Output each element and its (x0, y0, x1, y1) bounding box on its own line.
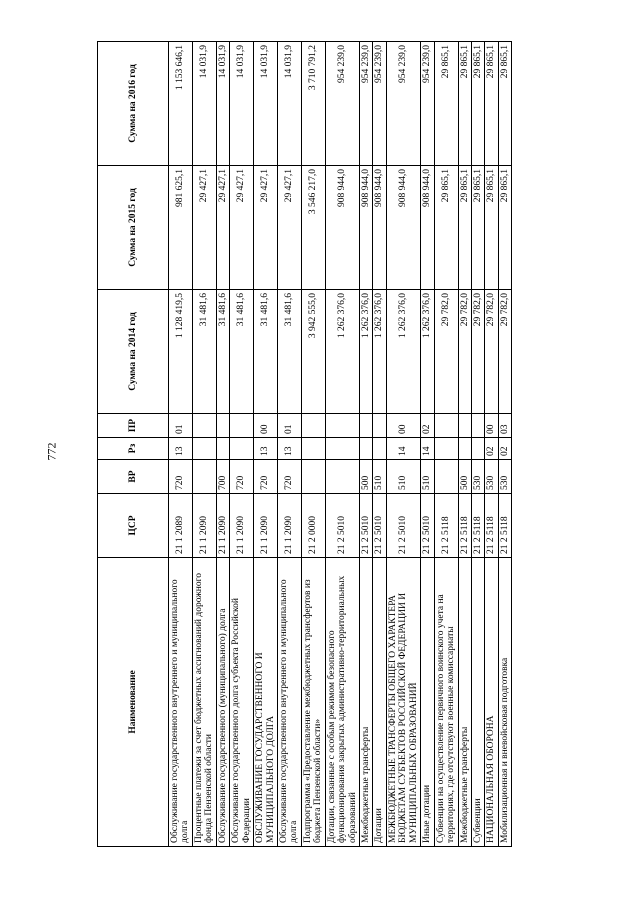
cell-sum-2015: 29 865,1 (471, 166, 484, 290)
cell-csr: 21 1 2090 (192, 494, 216, 558)
cell-vr (434, 460, 458, 494)
cell-pr (325, 414, 359, 438)
header-pr: ПР (98, 414, 169, 438)
cell-csr: 21 2 5010 (373, 494, 386, 558)
cell-sum-2016: 29 865,1 (498, 42, 511, 166)
cell-pr (230, 414, 254, 438)
cell-sum-2015: 29 865,1 (498, 166, 511, 290)
cell-sum-2014: 29 782,0 (434, 290, 458, 414)
cell-vr: 720 (169, 460, 193, 494)
cell-name: Иные дотации (421, 558, 434, 847)
table-row (498, 42, 511, 847)
cell-vr: 500 (458, 460, 471, 494)
cell-name: Обслуживание государственного внутреннего и муниципального долга (277, 558, 301, 847)
table-row (485, 42, 498, 847)
table-header-row (98, 42, 169, 847)
header-sum-2015: Сумма на 2015 год (98, 166, 169, 290)
cell-pr (301, 414, 325, 438)
cell-name: НАЦИОНАЛЬНАЯ ОБОРОНА (485, 558, 498, 847)
cell-rz: 13 (254, 438, 278, 460)
cell-name: Процентные платежи за счет бюджетных ассигнований дорожного фонда Пензенской области (192, 558, 216, 847)
cell-vr: 510 (421, 460, 434, 494)
cell-sum-2016: 954 239,0 (373, 42, 386, 166)
cell-sum-2016: 954 239,0 (360, 42, 373, 166)
table-row (254, 42, 278, 847)
cell-sum-2014: 31 481,6 (192, 290, 216, 414)
header-vr: ВР (98, 460, 169, 494)
cell-csr: 21 2 5010 (386, 494, 420, 558)
cell-name: Межбюджетные трансферты (458, 558, 471, 847)
cell-sum-2015: 3 546 217,0 (301, 166, 325, 290)
cell-rz: 02 (498, 438, 511, 460)
cell-sum-2015: 29 427,1 (254, 166, 278, 290)
header-name: Наименование (98, 558, 169, 847)
table-row (360, 42, 373, 847)
cell-sum-2015: 29 427,1 (230, 166, 254, 290)
cell-sum-2016: 29 865,1 (434, 42, 458, 166)
cell-sum-2015: 981 625,1 (169, 166, 193, 290)
cell-vr: 530 (485, 460, 498, 494)
cell-csr: 21 2 0000 (301, 494, 325, 558)
header-csr: ЦСР (98, 494, 169, 558)
cell-sum-2015: 908 944,0 (421, 166, 434, 290)
cell-sum-2016: 29 865,1 (471, 42, 484, 166)
cell-csr: 21 2 5118 (458, 494, 471, 558)
cell-sum-2016: 14 031,9 (254, 42, 278, 166)
cell-pr (216, 414, 229, 438)
cell-vr: 530 (498, 460, 511, 494)
cell-rz (373, 438, 386, 460)
cell-sum-2014: 1 262 376,0 (421, 290, 434, 414)
cell-sum-2016: 954 239,0 (386, 42, 420, 166)
cell-name: Мобилизационная и вневойсковая подготовка (498, 558, 511, 847)
table-row (277, 42, 301, 847)
table-row (216, 42, 229, 847)
cell-rz: 02 (485, 438, 498, 460)
cell-name: МЕЖБЮДЖЕТНЫЕ ТРАНСФЕРТЫ ОБЩЕГО ХАРАКТЕРА БЮДЖЕТАМ СУБЪЕКТОВ РОССИЙСКОЙ ФЕДЕРАЦИИ И МУНИЦИПАЛЬНЫХ ОБРАЗОВАНИЙ (386, 558, 420, 847)
cell-sum-2014: 29 782,0 (458, 290, 471, 414)
cell-sum-2015: 29 865,1 (458, 166, 471, 290)
cell-vr: 720 (230, 460, 254, 494)
table-row (192, 42, 216, 847)
cell-pr: 00 (386, 414, 420, 438)
cell-rz: 13 (169, 438, 193, 460)
budget-table (97, 41, 512, 847)
cell-sum-2016: 14 031,9 (216, 42, 229, 166)
cell-sum-2015: 29 427,1 (277, 166, 301, 290)
cell-pr: 00 (254, 414, 278, 438)
table-row (301, 42, 325, 847)
cell-sum-2015: 29 865,1 (434, 166, 458, 290)
cell-sum-2016: 14 031,9 (277, 42, 301, 166)
cell-pr (360, 414, 373, 438)
cell-rz (434, 438, 458, 460)
table-row (373, 42, 386, 847)
cell-rz: 14 (386, 438, 420, 460)
cell-sum-2014: 1 128 419,5 (169, 290, 193, 414)
cell-vr: 720 (254, 460, 278, 494)
cell-pr (471, 414, 484, 438)
table-row (421, 42, 434, 847)
cell-rz: 14 (421, 438, 434, 460)
cell-sum-2014: 1 262 376,0 (360, 290, 373, 414)
cell-sum-2015: 908 944,0 (360, 166, 373, 290)
cell-name: Межбюджетные трансферты (360, 558, 373, 847)
cell-rz (230, 438, 254, 460)
cell-name: ОБСЛУЖИВАНИЕ ГОСУДАРСТВЕННОГО И МУНИЦИПАЛЬНОГО ДОЛГА (254, 558, 278, 847)
cell-sum-2014: 29 782,0 (485, 290, 498, 414)
cell-sum-2014: 1 262 376,0 (325, 290, 359, 414)
cell-pr: 03 (498, 414, 511, 438)
cell-name: Обслуживание государственного (муниципального) долга (216, 558, 229, 847)
cell-pr (434, 414, 458, 438)
cell-sum-2016: 1 153 646,1 (169, 42, 193, 166)
cell-name: Подпрограмма «Предоставление межбюджетных трансфертов из бюджета Пензенской области» (301, 558, 325, 847)
table-row (458, 42, 471, 847)
cell-rz (192, 438, 216, 460)
cell-sum-2015: 908 944,0 (325, 166, 359, 290)
cell-csr: 21 2 5010 (360, 494, 373, 558)
cell-sum-2016: 29 865,1 (458, 42, 471, 166)
cell-sum-2015: 908 944,0 (373, 166, 386, 290)
cell-vr: 500 (360, 460, 373, 494)
cell-sum-2016: 14 031,9 (192, 42, 216, 166)
cell-vr: 700 (216, 460, 229, 494)
cell-name: Обслуживание государственного долга субъекта Российской Федерации (230, 558, 254, 847)
header-sum-2016: Сумма на 2016 год (98, 42, 169, 166)
cell-pr: 01 (277, 414, 301, 438)
cell-pr: 02 (421, 414, 434, 438)
cell-csr: 21 1 2089 (169, 494, 193, 558)
cell-rz (360, 438, 373, 460)
cell-vr (325, 460, 359, 494)
cell-csr: 21 2 5118 (485, 494, 498, 558)
cell-sum-2014: 29 782,0 (471, 290, 484, 414)
header-sum-2014: Сумма на 2014 год (98, 290, 169, 414)
cell-csr: 21 1 2090 (216, 494, 229, 558)
rotated-page-content (97, 42, 533, 847)
cell-sum-2015: 908 944,0 (386, 166, 420, 290)
cell-pr (458, 414, 471, 438)
cell-rz (301, 438, 325, 460)
table-row (471, 42, 484, 847)
cell-name: Субвенции на осуществление первичного воинского учета на территориях, где отсутствуют военные комиссариаты (434, 558, 458, 847)
table-row (386, 42, 420, 847)
cell-vr (192, 460, 216, 494)
cell-name: Дотации (373, 558, 386, 847)
cell-vr: 530 (471, 460, 484, 494)
page-number: 772 (44, 442, 59, 461)
cell-csr: 21 2 5118 (471, 494, 484, 558)
cell-sum-2016: 29 865,1 (485, 42, 498, 166)
cell-csr: 21 2 5118 (498, 494, 511, 558)
cell-pr (373, 414, 386, 438)
cell-csr: 21 2 5118 (434, 494, 458, 558)
cell-vr (301, 460, 325, 494)
cell-sum-2014: 31 481,6 (230, 290, 254, 414)
cell-pr: 00 (485, 414, 498, 438)
cell-csr: 21 2 5010 (421, 494, 434, 558)
cell-rz (216, 438, 229, 460)
cell-csr: 21 1 2090 (254, 494, 278, 558)
table-row (434, 42, 458, 847)
cell-name: Обслуживание государственного внутреннего и муниципального долга (169, 558, 193, 847)
cell-sum-2015: 29 427,1 (216, 166, 229, 290)
cell-sum-2014: 31 481,6 (216, 290, 229, 414)
cell-name: Дотации, связанные с особым режимом безопасного функционирования закрытых административно-территориальных образований (325, 558, 359, 847)
cell-sum-2015: 29 865,1 (485, 166, 498, 290)
cell-sum-2014: 3 942 555,0 (301, 290, 325, 414)
cell-sum-2014: 1 262 376,0 (386, 290, 420, 414)
cell-vr: 510 (373, 460, 386, 494)
table-row (325, 42, 359, 847)
cell-sum-2014: 31 481,6 (277, 290, 301, 414)
cell-csr: 21 2 5010 (325, 494, 359, 558)
cell-rz (325, 438, 359, 460)
cell-vr: 720 (277, 460, 301, 494)
cell-rz (471, 438, 484, 460)
cell-vr: 510 (386, 460, 420, 494)
cell-sum-2014: 31 481,6 (254, 290, 278, 414)
cell-sum-2016: 954 239,0 (325, 42, 359, 166)
cell-sum-2014: 1 262 376,0 (373, 290, 386, 414)
cell-pr: 01 (169, 414, 193, 438)
table-row (230, 42, 254, 847)
cell-sum-2015: 29 427,1 (192, 166, 216, 290)
cell-sum-2014: 29 782,0 (498, 290, 511, 414)
cell-sum-2016: 3 710 791,2 (301, 42, 325, 166)
header-rz: Рз (98, 438, 169, 460)
cell-rz: 13 (277, 438, 301, 460)
table-row (169, 42, 193, 847)
cell-rz (458, 438, 471, 460)
cell-pr (192, 414, 216, 438)
cell-name: Субвенции (471, 558, 484, 847)
cell-csr: 21 1 2090 (277, 494, 301, 558)
cell-sum-2016: 14 031,9 (230, 42, 254, 166)
cell-sum-2016: 954 239,0 (421, 42, 434, 166)
cell-csr: 21 1 2090 (230, 494, 254, 558)
